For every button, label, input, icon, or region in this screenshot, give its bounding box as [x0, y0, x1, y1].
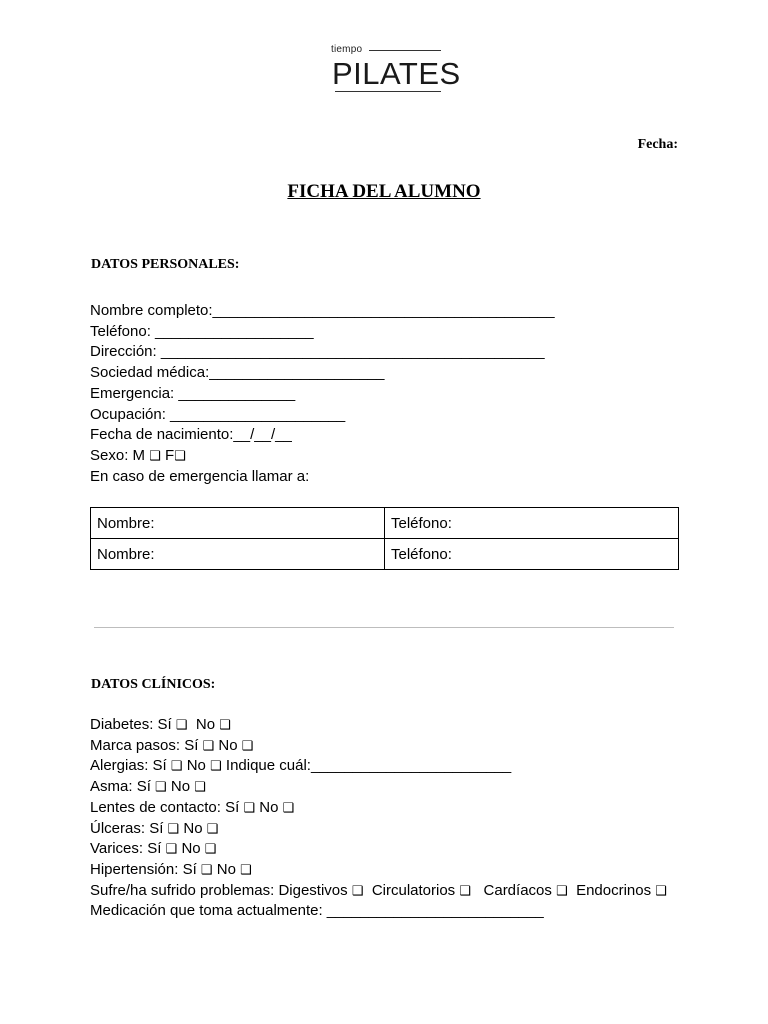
- pacemaker-yes-checkbox-icon[interactable]: ❑: [202, 737, 215, 753]
- yes-label: Sí: [225, 798, 240, 816]
- emergency-call-label: En caso de emergencia llamar a:: [90, 467, 310, 485]
- sex-field: [90, 446, 555, 467]
- no-label: No: [186, 757, 206, 775]
- clinical-data-heading: DATOS CLÍNICOS:: [91, 677, 216, 692]
- contact-lenses-row: [90, 798, 680, 819]
- full-name-field[interactable]: Nombre completo:_________________________________________: [90, 302, 555, 319]
- asthma-row: [90, 777, 680, 798]
- personal-data-heading: DATOS PERSONALES:: [91, 257, 240, 272]
- emergency-contacts-table: [90, 507, 679, 570]
- allergies-yes-checkbox-icon[interactable]: ❑: [170, 758, 183, 774]
- no-label: No: [195, 716, 216, 733]
- ulcers-label: Úlceras:: [90, 819, 146, 837]
- contact-name-cell[interactable]: Nombre:: [91, 508, 385, 539]
- asthma-yes-checkbox-icon[interactable]: ❑: [155, 779, 167, 795]
- varices-yes-checkbox-icon[interactable]: ❑: [165, 841, 178, 857]
- no-label: No: [170, 778, 191, 796]
- asthma-no-checkbox-icon[interactable]: ❑: [194, 779, 206, 795]
- logo-rule-top: [369, 50, 441, 51]
- logo-small-text: tiempo: [331, 44, 363, 55]
- form-title: FICHA DEL ALUMNO: [287, 181, 481, 202]
- digestive-label: Digestivos: [278, 881, 348, 899]
- medication-field[interactable]: Medicación que toma actualmente: __________________________: [90, 902, 544, 920]
- clinical-fields: [90, 715, 680, 922]
- emergency-field[interactable]: Emergencia: ______________: [90, 384, 296, 402]
- problems-label: Sufre/ha sufrido problemas:: [90, 881, 275, 899]
- occupation-field[interactable]: Ocupación: _____________________: [90, 405, 346, 423]
- no-label: No: [216, 860, 236, 878]
- hypertension-no-checkbox-icon[interactable]: ❑: [240, 861, 252, 877]
- diabetes-yes-checkbox-icon[interactable]: ❑: [175, 717, 188, 732]
- logo-main-text: PILATES: [332, 56, 461, 91]
- personal-fields: [90, 301, 555, 487]
- sex-m-checkbox-icon[interactable]: ❑: [149, 447, 161, 463]
- hypertension-label: Hipertensión:: [90, 860, 179, 878]
- contact-phone-cell[interactable]: Teléfono:: [385, 539, 679, 570]
- allergies-no-checkbox-icon[interactable]: ❑: [210, 758, 222, 774]
- table-row: [91, 508, 679, 539]
- diabetes-row: [90, 715, 680, 736]
- endocrine-label: Endocrinos: [576, 881, 652, 899]
- contact-lenses-label: Lentes de contacto:: [90, 798, 221, 816]
- no-label: No: [218, 736, 238, 754]
- pacemaker-row: [90, 736, 680, 757]
- hypertension-row: [90, 860, 680, 881]
- allergies-label: Alergias:: [90, 757, 149, 775]
- circulatory-checkbox-icon[interactable]: ❑: [459, 882, 471, 898]
- date-label: Fecha:: [637, 137, 678, 152]
- ulcers-no-checkbox-icon[interactable]: ❑: [206, 820, 219, 836]
- table-row: [91, 539, 679, 570]
- ulcers-row: [90, 819, 680, 840]
- section-divider: [94, 627, 674, 628]
- varices-label: Varices:: [90, 840, 144, 858]
- cardiac-label: Cardíacos: [483, 881, 552, 899]
- no-label: No: [183, 819, 203, 837]
- digestive-checkbox-icon[interactable]: ❑: [351, 882, 364, 898]
- yes-label: Sí: [152, 757, 167, 775]
- sex-f-label: F: [160, 446, 175, 464]
- logo-rule-bottom: [335, 91, 441, 92]
- diabetes-no-checkbox-icon[interactable]: ❑: [219, 717, 231, 732]
- pacemaker-label: Marca pasos:: [90, 736, 181, 754]
- medical-society-field[interactable]: Sociedad médica:_____________________: [90, 364, 385, 382]
- hypertension-yes-checkbox-icon[interactable]: ❑: [200, 861, 213, 877]
- problems-row: [90, 881, 680, 902]
- asthma-label: Asma:: [90, 778, 133, 796]
- address-field[interactable]: Dirección: ______________________________________________: [90, 343, 545, 361]
- yes-label: Sí: [182, 860, 197, 878]
- sex-f-checkbox-icon[interactable]: ❑: [174, 447, 186, 463]
- phone-field[interactable]: Teléfono: ___________________: [90, 322, 314, 340]
- circulatory-label: Circulatorios: [371, 881, 456, 899]
- ulcers-yes-checkbox-icon[interactable]: ❑: [167, 820, 180, 836]
- varices-no-checkbox-icon[interactable]: ❑: [204, 841, 217, 857]
- contact-name-cell[interactable]: Nombre:: [91, 539, 385, 570]
- no-label: No: [181, 840, 201, 858]
- birth-date-field[interactable]: Fecha de nacimiento:__/__/__: [90, 426, 292, 444]
- yes-label: Sí: [184, 736, 199, 754]
- contact-phone-cell[interactable]: Teléfono:: [385, 508, 679, 539]
- allergies-which-field[interactable]: Indique cuál:________________________: [225, 757, 512, 775]
- contact-lenses-yes-checkbox-icon[interactable]: ❑: [243, 799, 256, 815]
- yes-label: Sí: [147, 840, 162, 858]
- endocrine-checkbox-icon[interactable]: ❑: [655, 882, 667, 898]
- sex-label: Sexo: M: [90, 446, 150, 464]
- yes-label: Sí: [136, 778, 151, 796]
- diabetes-label: Diabetes:: [90, 716, 154, 733]
- no-label: No: [259, 798, 279, 816]
- yes-label: Sí: [157, 716, 172, 733]
- yes-label: Sí: [149, 819, 164, 837]
- contact-lenses-no-checkbox-icon[interactable]: ❑: [282, 799, 295, 815]
- pacemaker-no-checkbox-icon[interactable]: ❑: [241, 737, 254, 753]
- allergies-row: [90, 756, 680, 777]
- cardiac-checkbox-icon[interactable]: ❑: [556, 882, 568, 898]
- varices-row: [90, 839, 680, 860]
